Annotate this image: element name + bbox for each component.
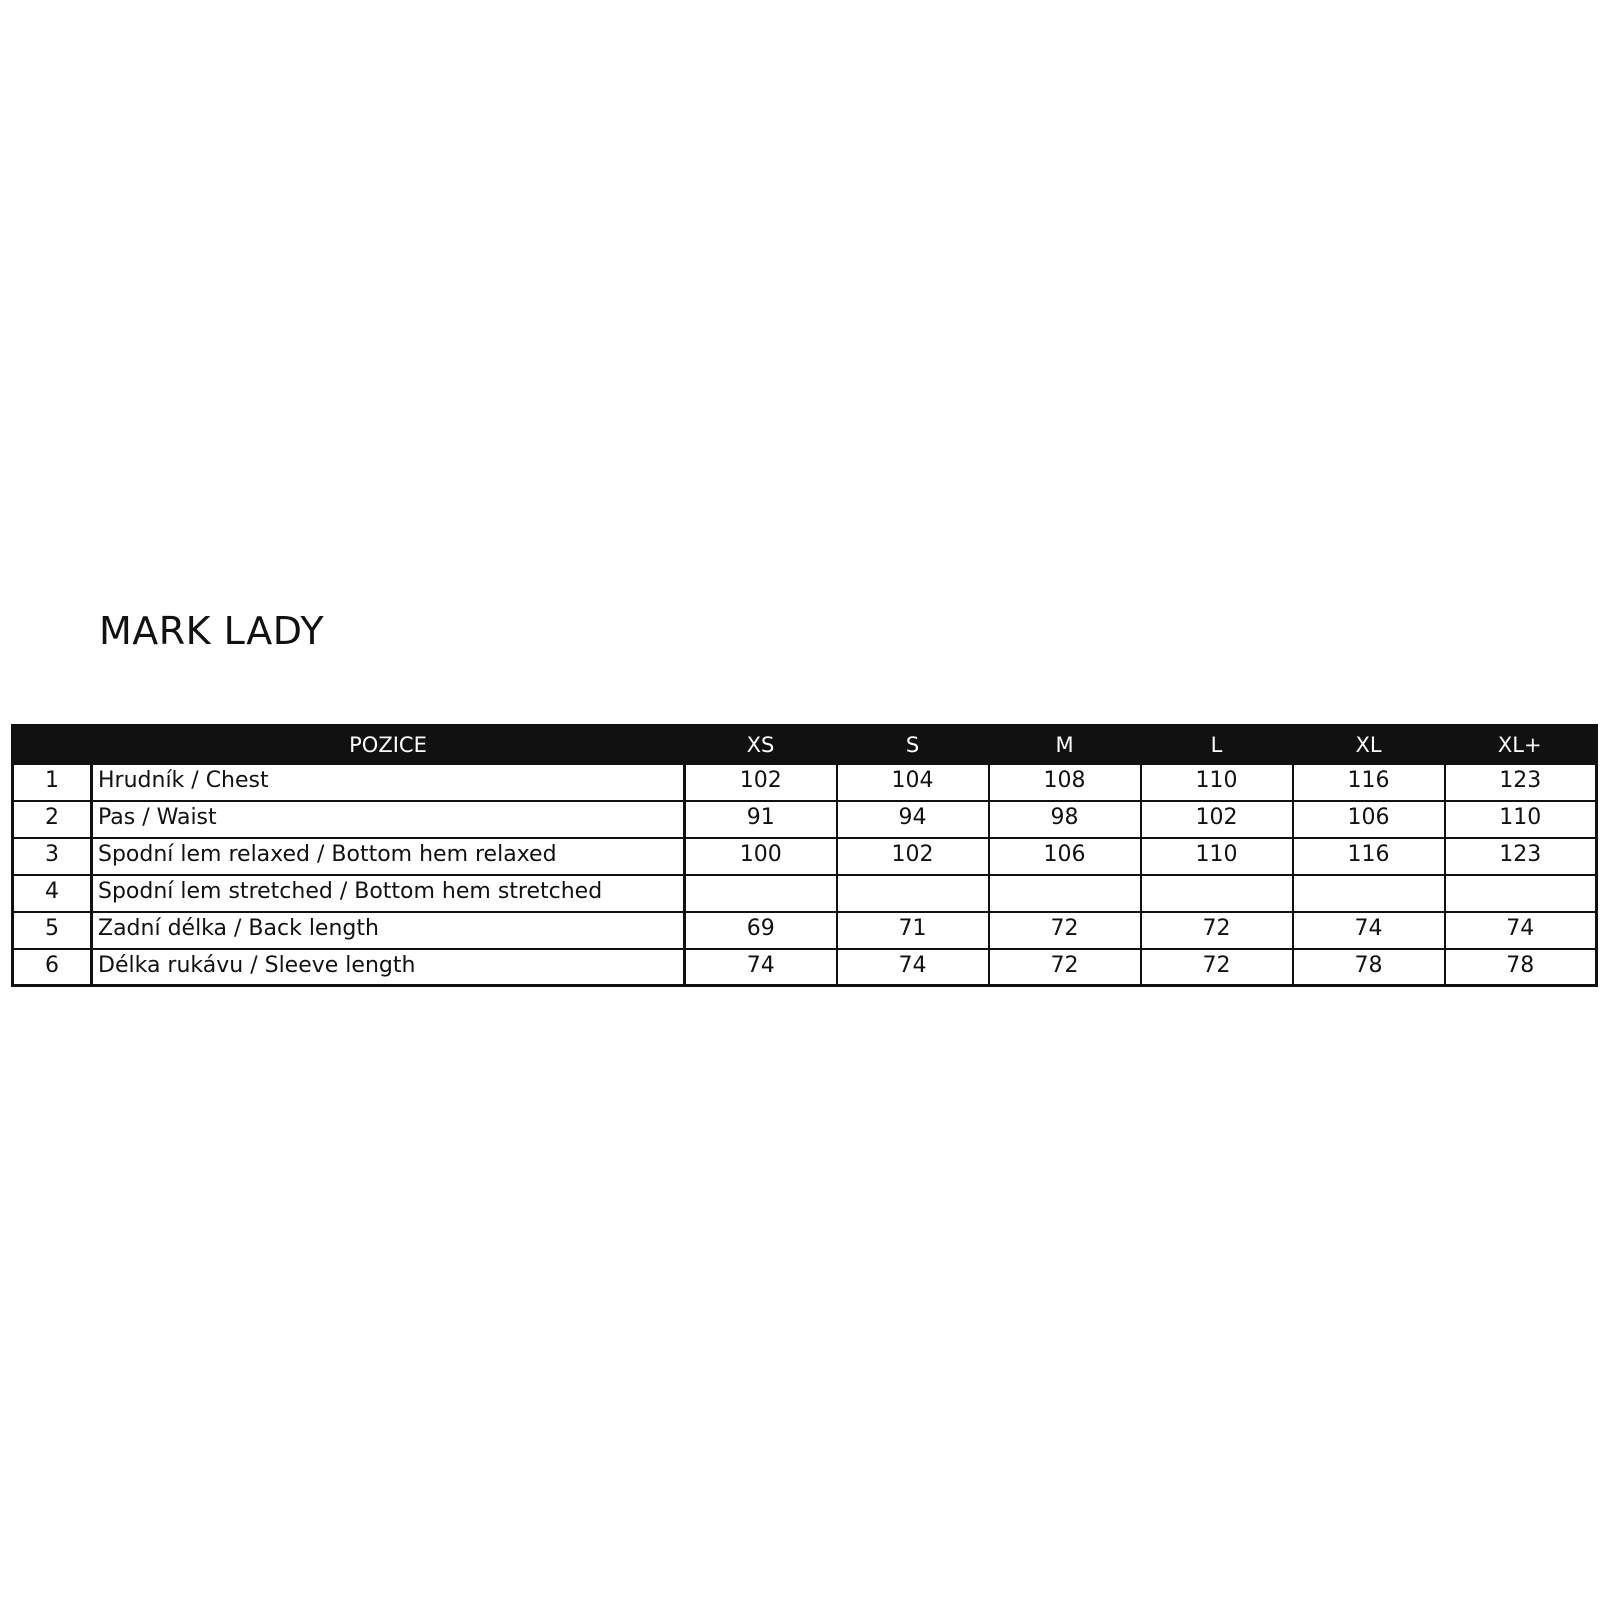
- cell-value: 72: [989, 949, 1141, 986]
- row-label: Spodní lem stretched / Bottom hem stretched: [92, 875, 685, 912]
- cell-value: 100: [685, 838, 837, 875]
- row-number: 5: [13, 912, 92, 949]
- row-label: Pas / Waist: [92, 801, 685, 838]
- row-label: Délka rukávu / Sleeve length: [92, 949, 685, 986]
- cell-value: 106: [1293, 801, 1445, 838]
- cell-value: 91: [685, 801, 837, 838]
- cell-value: 74: [1293, 912, 1445, 949]
- cell-value: 98: [989, 801, 1141, 838]
- cell-value: 71: [837, 912, 989, 949]
- table-row: [13, 949, 1597, 986]
- cell-value: 102: [837, 838, 989, 875]
- header-size-xl: XL: [1293, 726, 1445, 764]
- header-size-l: L: [1141, 726, 1293, 764]
- table-row: [13, 912, 1597, 949]
- table-body: [13, 764, 1597, 986]
- table-row: [13, 875, 1597, 912]
- cell-value: [837, 875, 989, 912]
- header-row: [13, 726, 1597, 764]
- cell-value: 116: [1293, 764, 1445, 801]
- cell-value: 72: [1141, 949, 1293, 986]
- cell-value: 74: [837, 949, 989, 986]
- cell-value: 116: [1293, 838, 1445, 875]
- cell-value: 74: [685, 949, 837, 986]
- header-position: POZICE: [92, 726, 685, 764]
- header-size-xs: XS: [685, 726, 837, 764]
- cell-value: 108: [989, 764, 1141, 801]
- row-number: 6: [13, 949, 92, 986]
- cell-value: 102: [685, 764, 837, 801]
- cell-value: [989, 875, 1141, 912]
- cell-value: [1141, 875, 1293, 912]
- table-row: [13, 801, 1597, 838]
- cell-value: 123: [1445, 838, 1597, 875]
- page-title: MARK LADY: [99, 609, 325, 653]
- row-label: Spodní lem relaxed / Bottom hem relaxed: [92, 838, 685, 875]
- cell-value: 110: [1445, 801, 1597, 838]
- cell-value: [1445, 875, 1597, 912]
- header-size-m: M: [989, 726, 1141, 764]
- row-number: 4: [13, 875, 92, 912]
- row-number: 2: [13, 801, 92, 838]
- cell-value: 104: [837, 764, 989, 801]
- cell-value: 78: [1445, 949, 1597, 986]
- row-number: 1: [13, 764, 92, 801]
- row-label: Zadní délka / Back length: [92, 912, 685, 949]
- header-size-s: S: [837, 726, 989, 764]
- cell-value: 69: [685, 912, 837, 949]
- row-number: 3: [13, 838, 92, 875]
- cell-value: [685, 875, 837, 912]
- cell-value: 110: [1141, 764, 1293, 801]
- cell-value: 72: [1141, 912, 1293, 949]
- cell-value: [1293, 875, 1445, 912]
- table-row: [13, 764, 1597, 801]
- cell-value: 74: [1445, 912, 1597, 949]
- table-header: [13, 726, 1597, 764]
- header-size-xl-plus: XL+: [1445, 726, 1597, 764]
- cell-value: 102: [1141, 801, 1293, 838]
- cell-value: 72: [989, 912, 1141, 949]
- header-number: [13, 726, 92, 764]
- cell-value: 94: [837, 801, 989, 838]
- cell-value: 110: [1141, 838, 1293, 875]
- row-label: Hrudník / Chest: [92, 764, 685, 801]
- size-chart-table: [11, 724, 1598, 987]
- cell-value: 78: [1293, 949, 1445, 986]
- cell-value: 106: [989, 838, 1141, 875]
- table-row: [13, 838, 1597, 875]
- cell-value: 123: [1445, 764, 1597, 801]
